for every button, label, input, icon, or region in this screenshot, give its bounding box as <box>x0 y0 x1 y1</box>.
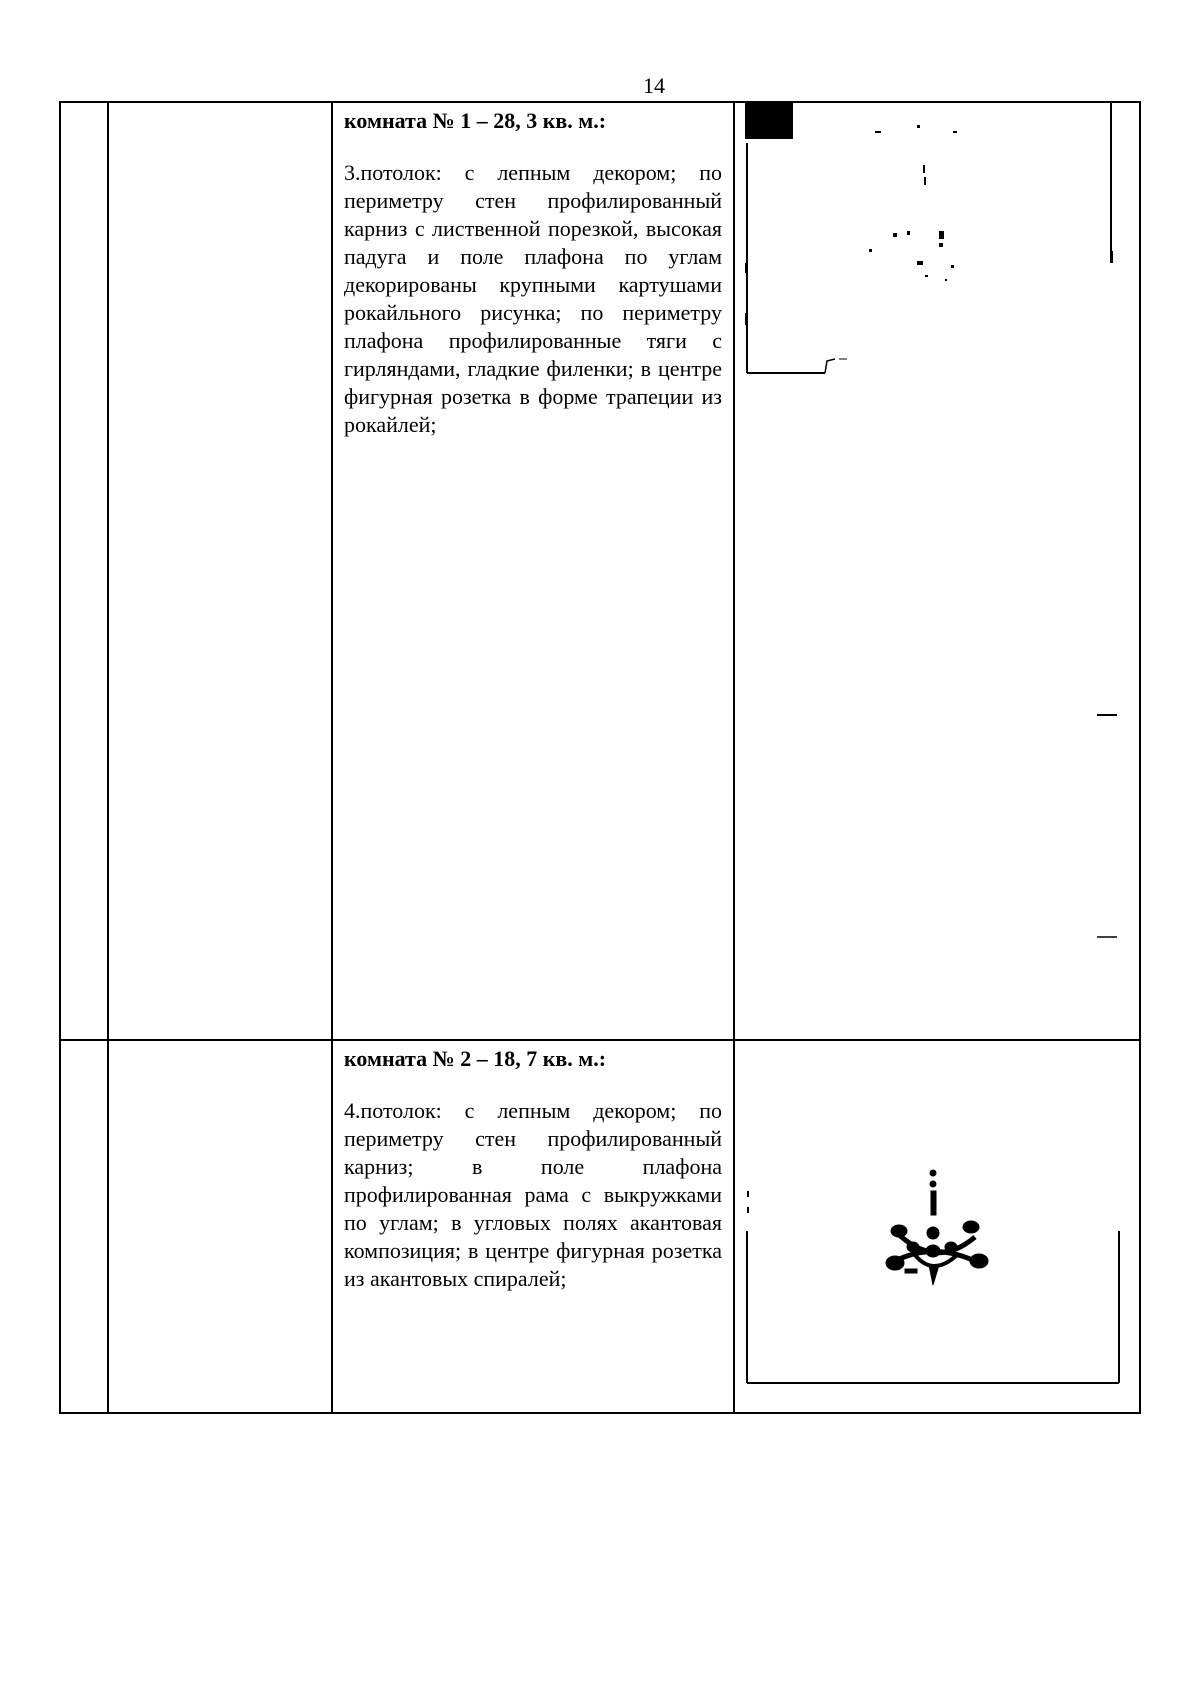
ceiling-photo-icon <box>735 103 1139 1039</box>
table-row <box>60 1040 1140 1413</box>
description-cell <box>332 102 734 1040</box>
description-cell <box>332 1040 734 1413</box>
photo-cell <box>734 102 1140 1040</box>
chandelier-photo-icon <box>735 1041 1139 1412</box>
room-description: 4.потолок: с лепным декором; по периметру стен профилированный карниз; в поле плафона профилированная рама с выкружками по углам; в угловых полях акантовая композиция; в центре фигурная розетка из акантовых спиралей; <box>344 1098 722 1291</box>
page-number: 14 <box>643 73 665 98</box>
index-cell <box>60 102 108 1040</box>
room-description: 3.потолок: с лепным декором; по периметру стен профилированный карниз с лиственной порезкой, высокая падуга и поле плафона по углам декорированы крупными картушами рокайльного рисунка; по периметру плафона профилированные тяги с гирляндами, гладкие филенки; в центре фигурная розетка в форме трапеции из рокайлей; <box>344 160 722 437</box>
rooms-table <box>59 101 1141 1414</box>
photo-cell <box>734 1040 1140 1413</box>
room-title: комната № 1 – 28, 3 кв. м.: <box>344 108 607 133</box>
room-title: комната № 2 – 18, 7 кв. м.: <box>344 1046 607 1071</box>
name-cell <box>108 1040 332 1413</box>
name-cell <box>108 102 332 1040</box>
table-row <box>60 102 1140 1040</box>
index-cell <box>60 1040 108 1413</box>
